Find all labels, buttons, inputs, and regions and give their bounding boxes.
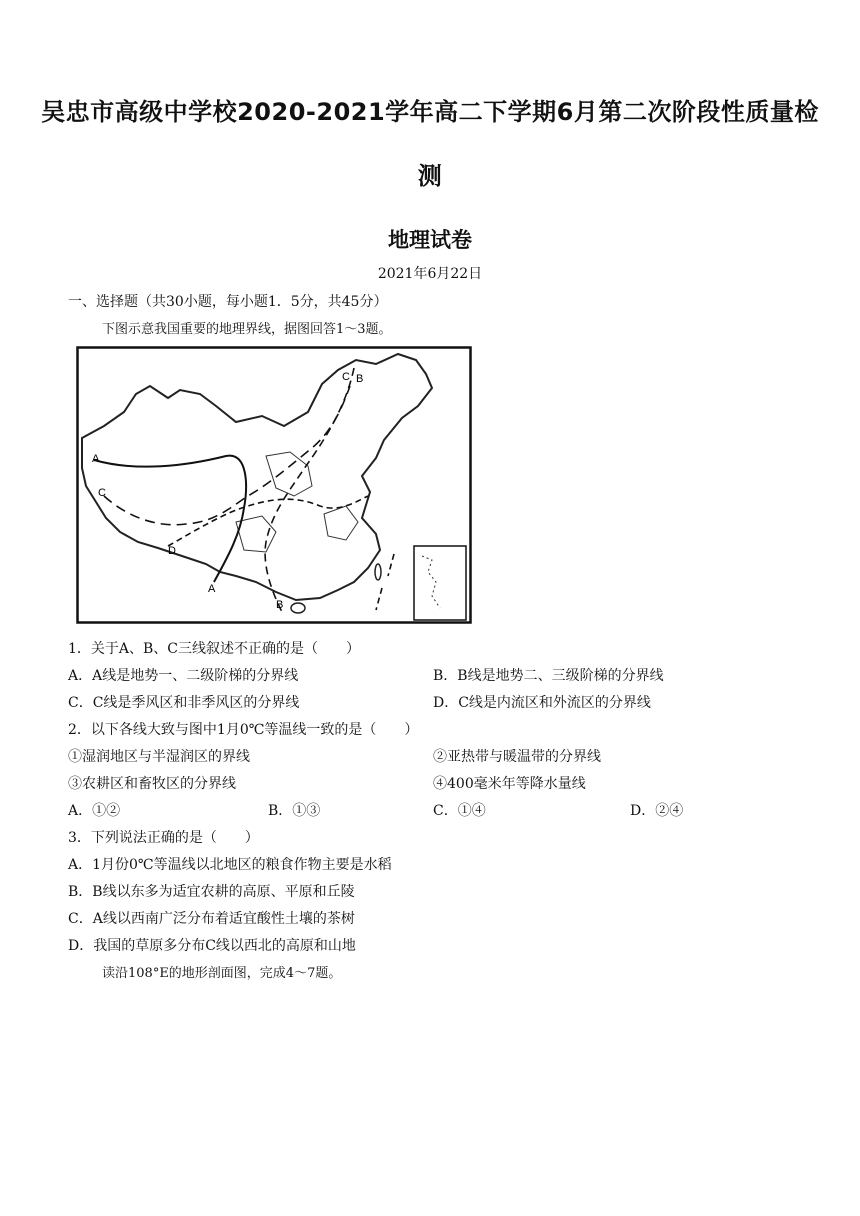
map-label-b-north: B bbox=[356, 373, 364, 385]
question-2-option-c[interactable]: C．①④ bbox=[433, 803, 486, 819]
exam-title-line2: 测 bbox=[417, 162, 443, 190]
section-heading: 一、选择题（共30小题，每小题1．5分，共45分） bbox=[68, 294, 388, 310]
question-1-stem: 1．关于A、B、C三线叙述不正确的是（ ） bbox=[68, 641, 361, 657]
line-b bbox=[265, 368, 354, 612]
question-2-item-4: ④400毫米年等降水量线 bbox=[433, 776, 586, 792]
map-label-c-north: C bbox=[342, 371, 350, 383]
question-3-option-b[interactable]: B．B线以东多为适宜农耕的高原、平原和丘陵 bbox=[68, 884, 355, 900]
question-1-option-c[interactable]: C．C线是季风区和非季风区的分界线 bbox=[68, 695, 300, 711]
question-3-option-d[interactable]: D．我国的草原多分布C线以西北的高原和山地 bbox=[68, 938, 356, 954]
question-2-option-a[interactable]: A．①② bbox=[68, 803, 121, 819]
question-1-option-d[interactable]: D．C线是内流区和外流区的分界线 bbox=[433, 695, 651, 711]
exam-title-line1: 吴忠市高级中学校2020-2021学年高二下学期6月第二次阶段性质量检 bbox=[41, 98, 819, 126]
question-3-stem: 3．下列说法正确的是（ ） bbox=[68, 830, 259, 846]
exam-date: 2021年6月22日 bbox=[377, 266, 483, 282]
question-1-option-a[interactable]: A．A线是地势一、二级阶梯的分界线 bbox=[68, 668, 299, 684]
map-label-c-west: C bbox=[98, 487, 106, 499]
question-2-item-3: ③农耕区和畜牧区的分界线 bbox=[68, 776, 236, 792]
subject-title: 地理试卷 bbox=[388, 228, 472, 252]
question-1-option-b[interactable]: B．B线是地势二、三级阶梯的分界线 bbox=[433, 668, 664, 684]
china-outline bbox=[82, 354, 432, 600]
south-china-sea-inset bbox=[414, 546, 466, 620]
question-2-item-1: ①湿润地区与半湿润区的界线 bbox=[68, 749, 250, 765]
map-label-a-west: A bbox=[92, 453, 100, 465]
question-3-option-c[interactable]: C．A线以西南广泛分布着适宜酸性土壤的茶树 bbox=[68, 911, 355, 927]
question-3-option-a[interactable]: A．1月份0℃等温线以北地区的粮食作物主要是水稻 bbox=[68, 857, 392, 873]
map-label-d: D bbox=[168, 545, 176, 557]
question-2-option-b[interactable]: B．①③ bbox=[268, 803, 321, 819]
map-label-a-south: A bbox=[208, 583, 216, 595]
china-boundary-map bbox=[76, 346, 472, 624]
question-2-item-2: ②亚热带与暖温带的分界线 bbox=[433, 749, 601, 765]
map-intro: 下图示意我国重要的地理界线，据图回答1～3题。 bbox=[102, 322, 392, 337]
question-2-option-d[interactable]: D．②④ bbox=[630, 803, 684, 819]
question-2-stem: 2．以下各线大致与图中1月0℃等温线一致的是（ ） bbox=[68, 722, 419, 738]
line-a bbox=[94, 456, 246, 582]
map-label-b-south: B bbox=[276, 599, 284, 611]
next-section-intro: 读沿108°E的地形剖面图，完成4～7题。 bbox=[102, 966, 342, 981]
